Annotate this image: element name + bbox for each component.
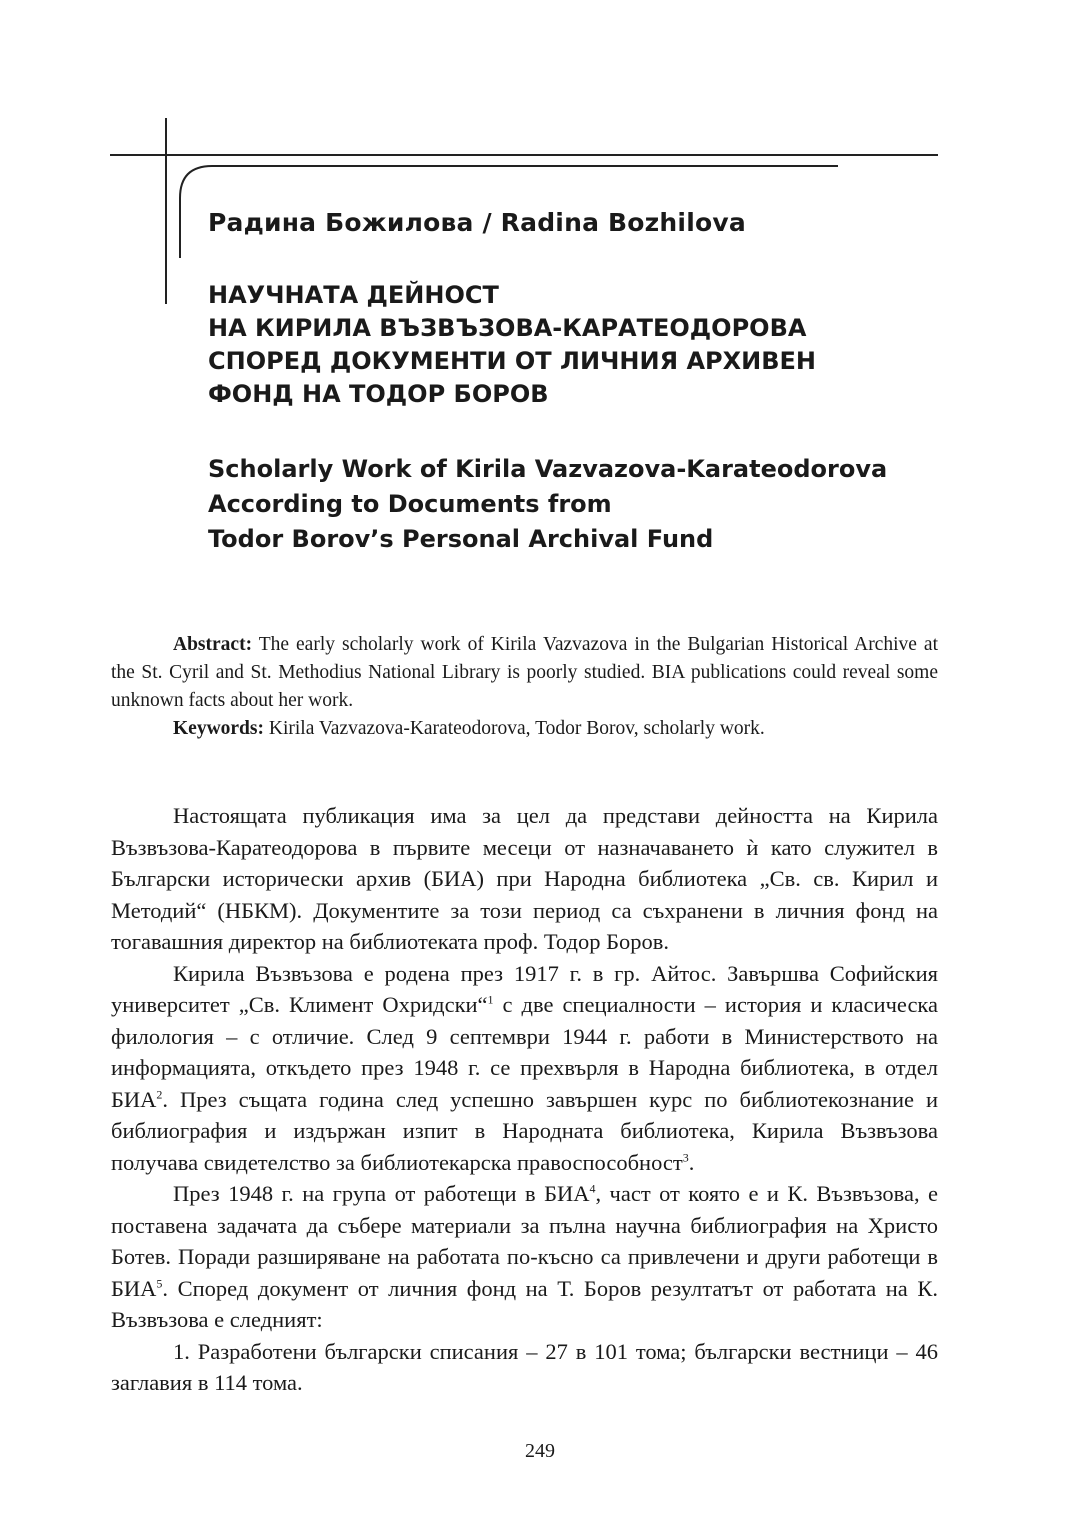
body-paragraph-2 bbox=[111, 958, 938, 1179]
body-text-run: Кирила Възвъзова е родена през 1917 г. в гр. Айтос. Завършва Софийския университет „Св. Климент Охридски“ bbox=[111, 960, 938, 1017]
title-bg-line: НА КИРИЛА ВЪЗВЪЗОВА-КАРАТЕОДОРОВА bbox=[208, 314, 807, 342]
title-en-line: Todor Borov’s Personal Archival Fund bbox=[208, 525, 714, 553]
footnote-ref-3[interactable]: 3 bbox=[682, 1150, 689, 1164]
footnote-ref-1[interactable]: 1 bbox=[487, 992, 494, 1007]
title-en-line: Scholarly Work of Kirila Vazvazova-Karateodorova bbox=[208, 455, 888, 483]
body-text-run: , част от която е и К. Възвъзова, е поставена задачата да събере материали за пълна научна библиография на Христо Ботев. Поради разширяване на работата по-късно са привлечени и други работещи в БИА bbox=[111, 1181, 938, 1301]
abstract-paragraph bbox=[111, 631, 938, 715]
body-text-run: с две специалности – история и класическа филология – с отличие. След 9 септември 1944 г. работи в Министерството на информацията, откъдето през 1948 г. се прехвърля в Народна библиотека, в отдел БИА bbox=[111, 992, 939, 1112]
body-paragraph-1: Настоящата публикация има за цел да представи дейността на Кирила Възвъзова-Каратеодорова в първите месеци от назначаването ѝ като служител в Български исторически архив (БИА) при Народна библиотека „Св. св. Кирил и Методий“ (НБКМ). Документите за този период са съхранени в личния фонд на тогавашния директор на библиотеката проф. Тодор Боров. bbox=[111, 803, 938, 954]
title-bg-line: НАУЧНАТА ДЕЙНОСТ bbox=[208, 281, 499, 309]
page-number: 249 bbox=[525, 1440, 555, 1462]
abstract-text: The early scholarly work of Kirila Vazvazova in the Bulgarian Historical Archive at the St. Cyril and St. Methodius National Library is poorly studied. BIA publications could reveal some unknown facts about her work. bbox=[111, 634, 938, 711]
title-bulgarian bbox=[208, 279, 938, 411]
title-bg-line: ФОНД НА ТОДОР БОРОВ bbox=[208, 380, 549, 408]
title-bg-line: СПОРЕД ДОКУМЕНТИ ОТ ЛИЧНИЯ АРХИВЕН bbox=[208, 347, 816, 375]
author-name: Радина Божилова / Radina Bozhilova bbox=[208, 208, 746, 237]
keywords-text: Kirila Vazvazova-Karateodorova, Todor Borov, scholarly work. bbox=[264, 718, 765, 739]
body-text bbox=[111, 800, 938, 1399]
frame-corner-curve bbox=[0, 0, 1080, 320]
abstract-label: Abstract: bbox=[173, 634, 253, 655]
body-paragraph-3 bbox=[111, 1178, 938, 1336]
footnote-ref-5[interactable]: 5 bbox=[156, 1276, 163, 1290]
footnote-ref-4[interactable]: 4 bbox=[589, 1181, 596, 1196]
keywords-label: Keywords: bbox=[173, 718, 264, 739]
abstract-block bbox=[111, 631, 938, 743]
body-text-run: През 1948 г. на група от работещи в БИА bbox=[173, 1181, 590, 1206]
body-paragraph-4: 1. Разработени български списания – 27 в 101 тома; български вестници – 46 заглавия в 114 тома. bbox=[111, 1338, 938, 1395]
body-text-run: . bbox=[688, 1149, 695, 1175]
title-english bbox=[208, 452, 938, 557]
body-text-run: . През същата година след успешно завършен курс по библиотекознание и библиография и издържан изпит в Народната библиотека, Кирила Възвъзова получава свидетелство за библиотекарска правоспособност bbox=[111, 1086, 938, 1175]
keywords-paragraph bbox=[111, 715, 938, 743]
body-text-run: . Според документ от личния фонд на Т. Боров резултатът от работата на К. Възвъзова е следният: bbox=[111, 1275, 938, 1332]
footnote-ref-2[interactable]: 2 bbox=[156, 1087, 163, 1101]
title-en-line: According to Documents from bbox=[208, 490, 612, 518]
